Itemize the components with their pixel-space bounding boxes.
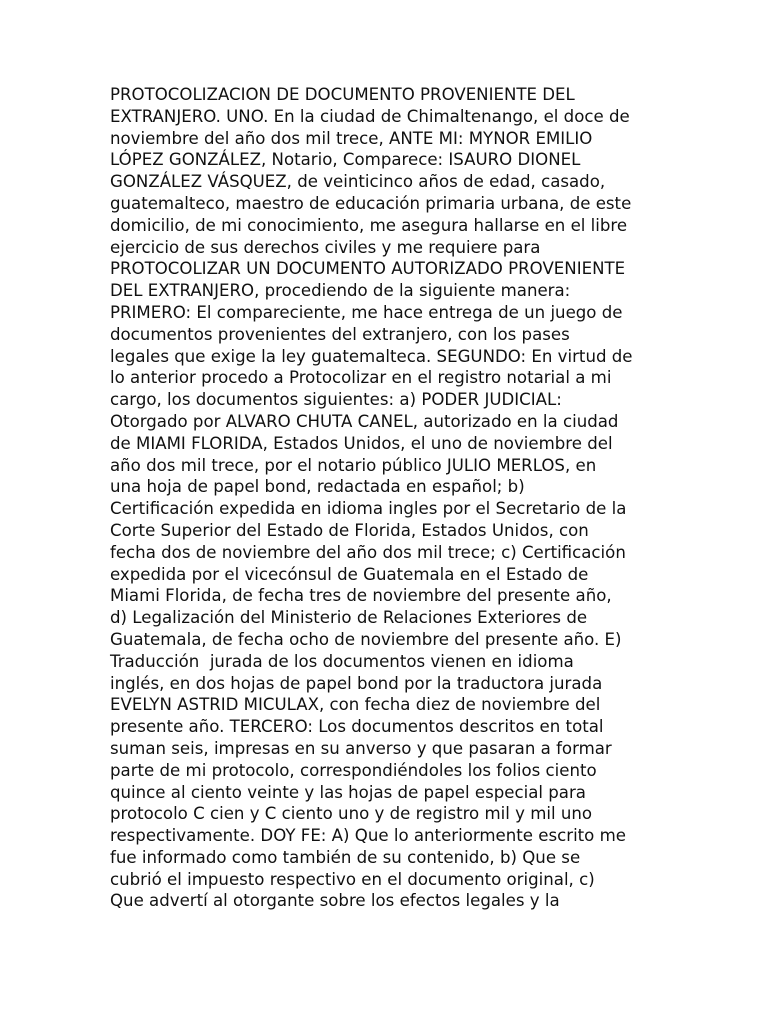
document-line: guatemalteco, maestro de educación primaria urbana, de este (110, 193, 632, 213)
document-line: inglés, en dos hojas de papel bond por la traductora jurada (110, 673, 603, 693)
document-line: año dos mil trece, por el notario público JULIO MERLOS, en (110, 455, 597, 475)
document-line: expedida por el vicecónsul de Guatemala en el Estado de (110, 564, 589, 584)
document-line: fecha dos de noviembre del año dos mil trece; c) Certificación (110, 542, 626, 562)
document-line: LÓPEZ GONZÁLEZ, Notario, Comparece: ISAURO DIONEL (110, 150, 581, 170)
document-line: Traducción jurada de los documentos vienen en idioma (110, 651, 574, 671)
document-line: domicilio, de mi conocimiento, me asegura hallarse en el libre (110, 215, 628, 235)
document-line: PRIMERO: El compareciente, me hace entrega de un juego de (110, 302, 623, 322)
document-line: documentos provenientes del extranjero, con los pases (110, 324, 570, 344)
document-line: una hoja de papel bond, redactada en español; b) (110, 477, 525, 497)
document-line: legales que exige la ley guatemalteca. SEGUNDO: En virtud de (110, 346, 633, 366)
document-line: d) Legalización del Ministerio de Relaciones Exteriores de (110, 608, 588, 628)
document-line: ejercicio de sus derechos civiles y me requiere para (110, 237, 541, 257)
document-line: lo anterior procedo a Protocolizar en el registro notarial a mi (110, 368, 612, 388)
document-line: parte de mi protocolo, correspondiéndoles los folios ciento (110, 760, 597, 780)
document-line: Corte Superior del Estado de Florida, Estados Unidos, con (110, 520, 589, 540)
document-line: Certificación expedida en idioma ingles por el Secretario de la (110, 499, 627, 519)
document-line: cargo, los documentos siguientes: a) PODER JUDICIAL: (110, 390, 562, 410)
document-line: presente año. TERCERO: Los documentos descritos en total (110, 717, 604, 737)
document-line: PROTOCOLIZAR UN DOCUMENTO AUTORIZADO PROVENIENTE (110, 259, 626, 279)
document-line: PROTOCOLIZACION DE DOCUMENTO PROVENIENTE DEL (110, 85, 575, 104)
document-line: DEL EXTRANJERO, procediendo de la siguiente manera: (110, 281, 571, 301)
document-body (110, 84, 670, 912)
document-line: cubrió el impuesto respectivo en el documento original, c) (110, 869, 595, 889)
document-line: quince al ciento veinte y las hojas de papel especial para (110, 782, 586, 802)
document-line: EVELYN ASTRID MICULAX, con fecha diez de noviembre del (110, 695, 601, 715)
document-line: respectivamente. DOY FE: A) Que lo anteriormente escrito me (110, 826, 626, 846)
document-line: EXTRANJERO. UNO. En la ciudad de Chimaltenango, el doce de (110, 106, 630, 126)
document-line: Guatemala, de fecha ocho de noviembre del presente año. E) (110, 629, 622, 649)
document-line: GONZÁLEZ VÁSQUEZ, de veinticinco años de edad, casado, (110, 172, 606, 192)
document-line: protocolo C cien y C ciento uno y de registro mil y mil uno (110, 804, 593, 824)
document-line: Miami Florida, de fecha tres de noviembre del presente año, (110, 586, 612, 606)
document-line: suman seis, impresas en su anverso y que pasaran a formar (110, 738, 612, 758)
document-line: Que advertí al otorgante sobre los efectos legales y la (110, 891, 560, 911)
document-line: de MIAMI FLORIDA, Estados Unidos, el uno de noviembre del (110, 433, 613, 453)
document-line: Otorgado por ALVARO CHUTA CANEL, autorizado en la ciudad (110, 411, 619, 431)
document-line: noviembre del año dos mil trece, ANTE MI: MYNOR EMILIO (110, 128, 593, 148)
document-line: fue informado como también de su contenido, b) Que se (110, 847, 581, 867)
